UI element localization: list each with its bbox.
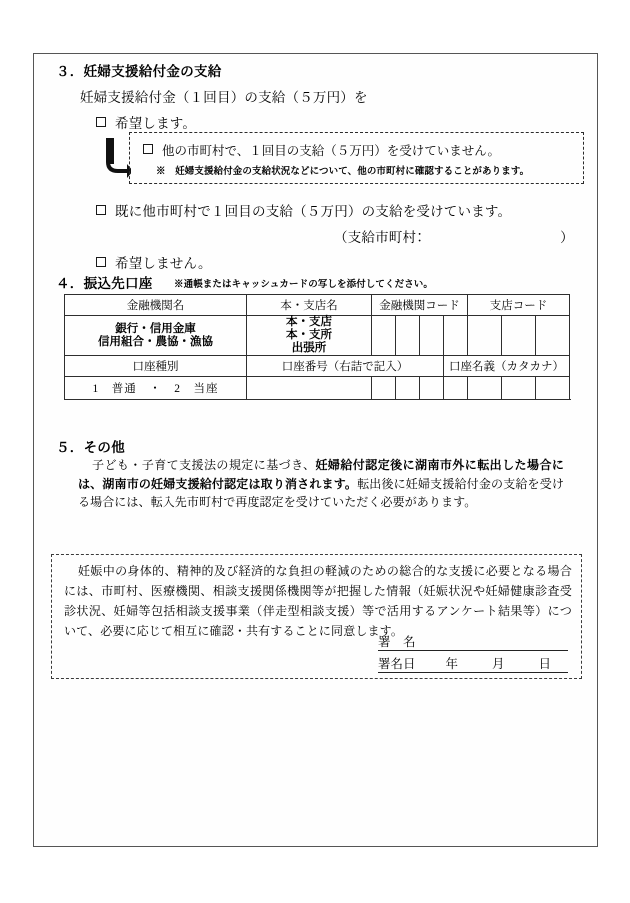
header-bank-name: 金融機関名 xyxy=(65,295,247,316)
table-row-headers-1 xyxy=(65,295,570,316)
header-bank-code: 金融機関コード xyxy=(372,295,468,316)
section-3-heading: ３．妊婦支援給付金の支給 xyxy=(56,64,222,79)
callout-box-no-prior-payment xyxy=(129,132,584,184)
checkbox-request-yes[interactable] xyxy=(96,117,106,127)
checkbox-already-received[interactable] xyxy=(96,205,106,215)
cell-account-number-digit[interactable] xyxy=(502,377,536,400)
signature-date-field[interactable] xyxy=(378,654,568,673)
date-month-label: 月 xyxy=(492,657,505,671)
checkbox-option-yes-label: 希望します。 xyxy=(115,116,197,131)
cell-account-number-digit[interactable] xyxy=(247,377,372,400)
signature-label: 署 名 xyxy=(378,635,416,649)
header-account-holder: 口座名義（カタカナ） xyxy=(444,356,570,377)
date-year-label: 年 xyxy=(445,657,459,671)
branch-type-line-3: 出張所 xyxy=(291,342,327,354)
cell-bank-code-digit[interactable] xyxy=(444,316,468,356)
cell-account-number-digit[interactable] xyxy=(468,377,502,400)
cell-account-kind-input[interactable]: 1 普通 ・ 2 当座 xyxy=(65,377,247,400)
cell-branch-name-input[interactable] xyxy=(247,316,372,356)
checkbox-option-no-row[interactable] xyxy=(96,252,212,272)
cell-account-number-digit[interactable] xyxy=(396,377,420,400)
section-5-body-bold: 妊婦給付認定後に湖南市外に転出した場合には、湖南市の妊婦支援給付認定は取り消されます。 xyxy=(78,458,564,491)
signature-field[interactable] xyxy=(378,632,568,651)
cell-account-number-digit[interactable] xyxy=(444,377,468,400)
cell-branch-code-digit[interactable] xyxy=(502,316,536,356)
section-4-heading: ４．振込先口座 xyxy=(56,276,153,291)
callout-checkbox-row[interactable] xyxy=(143,141,500,159)
section-5-body xyxy=(78,456,564,512)
bank-type-line-2: 信用組合・農協・漁協 xyxy=(98,335,213,348)
section-5-body-pre: 子ども・子育て支援法の規定に基づき、 xyxy=(92,458,316,472)
checkbox-option-already-row[interactable] xyxy=(96,200,511,220)
section-3-intro: 妊婦支援給付金（１回目）の支給（５万円）を xyxy=(80,90,368,105)
issuing-municipality-field[interactable]: （支給市町村： ） xyxy=(334,230,574,245)
cell-bank-code-digit[interactable] xyxy=(420,316,444,356)
header-account-kind: 口座種別 xyxy=(65,356,247,377)
header-account-number: 口座番号（右詰で記入） xyxy=(247,356,444,377)
consent-box xyxy=(51,554,582,679)
header-branch-name: 本・支店名 xyxy=(247,295,372,316)
cell-account-number-digit[interactable] xyxy=(420,377,444,400)
bank-account-table xyxy=(64,294,570,400)
branch-type-line-2: 本・支所 xyxy=(286,329,332,341)
checkbox-request-no[interactable] xyxy=(96,257,106,267)
checkbox-no-prior-payment[interactable] xyxy=(143,144,153,154)
page-content xyxy=(34,54,597,846)
cell-branch-code-digit[interactable] xyxy=(468,316,502,356)
signature-date-label: 署名日 xyxy=(378,657,416,671)
checkbox-option-yes-row[interactable] xyxy=(96,112,196,132)
consent-paragraph: 妊娠中の身体的、精神的及び経済的な負担の軽減のための総合的な支援に必要となる場合には、市町村、医療機関、相談支援関係機関等が把握した情報（妊娠状況や妊婦健康診査受診状況、妊婦等包括相談支援事業（伴走型相談支援）等で活用するアンケート結果等）について、必要に応じて相互に確認・共有することに同意します。 xyxy=(64,564,572,638)
hook-arrow-icon xyxy=(103,136,131,178)
header-branch-code: 支店コード xyxy=(468,295,570,316)
table-row-headers-2 xyxy=(65,356,570,377)
section-5-body-post: 転出後に妊婦支援給付金の支給を受ける場合には、転入先市町村で再度認定を受けていただく必要があります。 xyxy=(78,476,565,509)
cell-bank-code-digit[interactable] xyxy=(372,316,396,356)
cell-bank-name-input[interactable] xyxy=(65,316,247,356)
checkbox-option-already-label: 既に他市町村で１回目の支給（５万円）の支給を受けています。 xyxy=(115,204,512,219)
table-row-entry-1 xyxy=(65,316,570,356)
cell-account-number-digit[interactable] xyxy=(372,377,396,400)
bank-type-line-1: 銀行・信用金庫 xyxy=(115,322,196,335)
cell-account-holder-input[interactable] xyxy=(536,377,570,400)
page-frame xyxy=(33,53,598,847)
branch-type-line-1: 本・支店 xyxy=(286,316,332,328)
section-5-heading: ５．その他 xyxy=(56,440,125,455)
callout-checkbox-label: 他の市町村で、１回目の支給（５万円）を受けていません。 xyxy=(162,144,501,158)
section-4-note: ※通帳またはキャッシュカードの写しを添付してください。 xyxy=(174,280,434,290)
cell-branch-code-digit[interactable] xyxy=(536,316,570,356)
table-row-entry-2 xyxy=(65,377,570,400)
checkbox-option-no-label: 希望しません。 xyxy=(115,256,212,271)
date-day-label: 日 xyxy=(538,657,552,671)
callout-note: ※ 妊婦支援給付金の支給状況などについて、他の市町村に確認することがあります。 xyxy=(156,167,530,177)
cell-bank-code-digit[interactable] xyxy=(396,316,420,356)
